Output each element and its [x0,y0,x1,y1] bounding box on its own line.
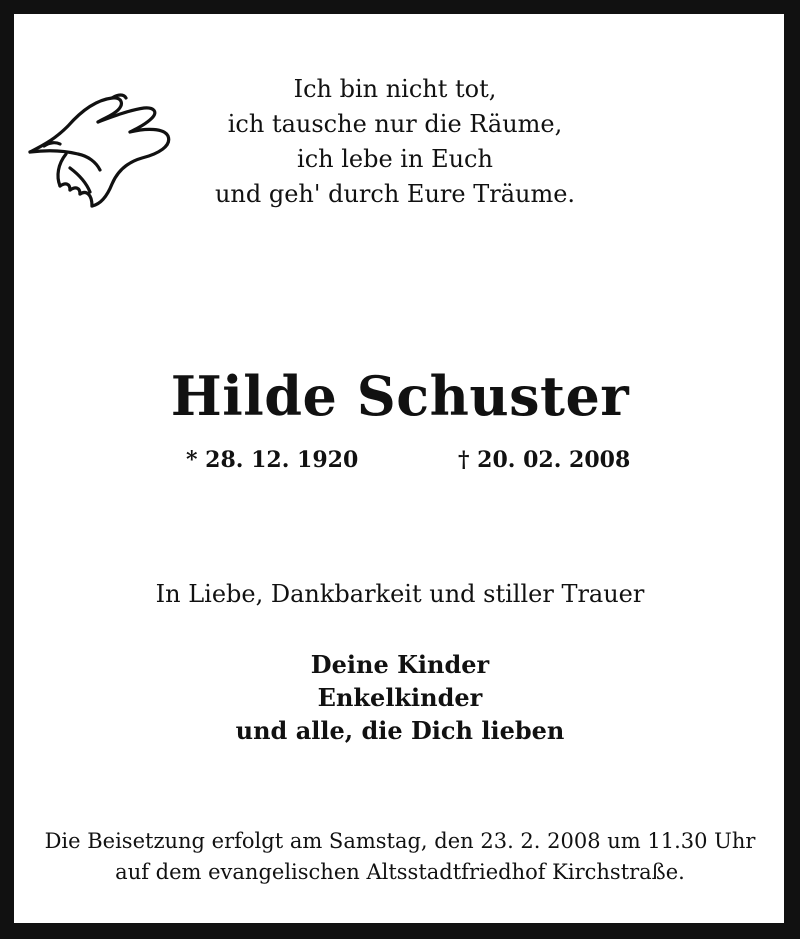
death-date: † 20. 02. 2008 [458,447,631,473]
birth-date: * 28. 12. 1920 [186,447,359,473]
poem-line: Ich bin nicht tot, [293,75,497,103]
family-signature [0,648,800,747]
mourning-text: In Liebe, Dankbarkeit und stiller Trauer [155,580,645,608]
deceased-name: Hilde Schuster [170,364,630,428]
funeral-line: auf dem evangelischen Altsstadtfriedhof Kirchstraße. [115,860,685,884]
family-line: Enkelkinder [317,683,483,712]
poem-line: und geh' durch Eure Träume. [214,180,576,208]
poem-line: ich lebe in Euch [297,145,493,173]
poem [160,72,630,212]
family-line: Deine Kinder [310,650,490,679]
family-line: und alle, die Dich lieben [235,716,565,745]
poem-line: ich tausche nur die Räume, [227,110,563,138]
dove-icon [26,88,176,210]
funeral-notice [0,826,800,888]
funeral-line: Die Beisetzung erfolgt am Samstag, den 23. 2. 2008 um 11.30 Uhr [44,829,756,853]
